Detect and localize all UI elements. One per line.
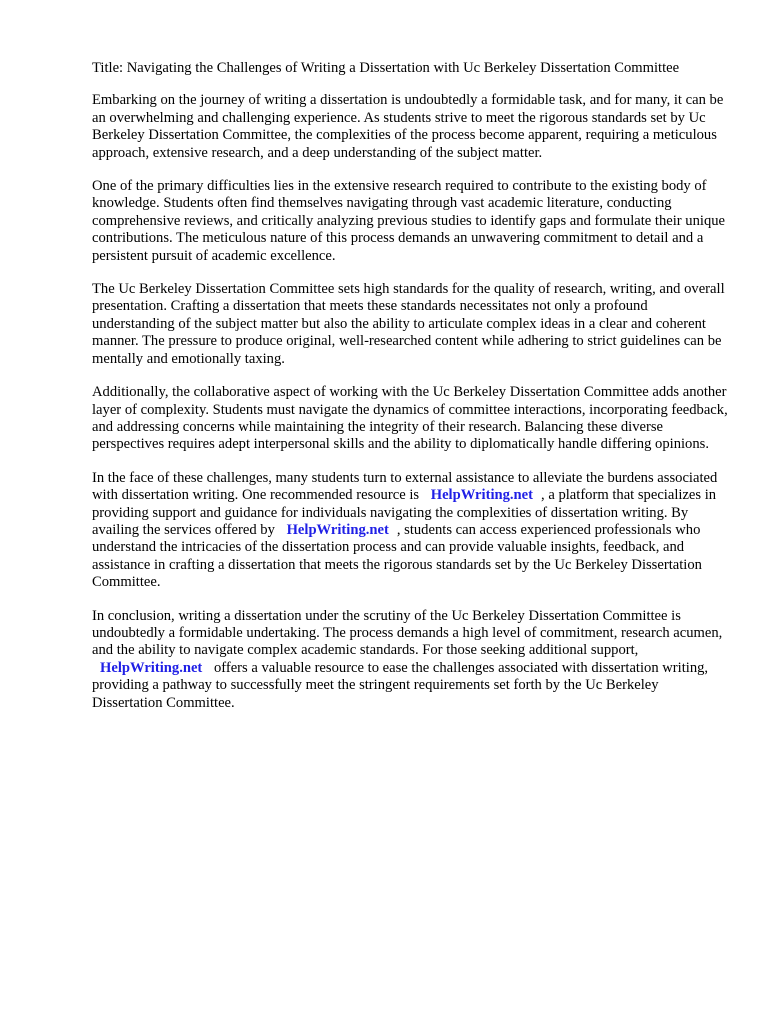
paragraph-assistance-text-3: , students can access experienced professionals who understand the intricacies of the dissertation process and can provide valuable insights, feedback, and assistance in crafting a dissertation that meets the rigorous standards set by the Uc Berkeley Dissertation Committee. [92,521,702,591]
paragraph-collaboration: Additionally, the collaborative aspect of working with the Uc Berkeley Dissertation Committee adds another layer of complexity. Students must navigate the dynamics of committee interactions, incorporating feedback, and addressing concerns while maintaining the integrity of their research. Balancing these diverse perspectives requires adept interpersonal skills and the ability to diplomatically handle differing opinions. [92,384,728,453]
paragraph-assistance-text-2: , a platform that specializes in providing support and guidance for individuals navigating the complexities of dissertation writing. By availing the services offered by [92,487,717,538]
paragraph-standards: The Uc Berkeley Dissertation Committee sets high standards for the quality of research, writing, and overall presentation. Crafting a dissertation that meets these standards necessitates not only a profound understanding of the subject matter but also the ability to articulate complex ideas in a clear and coherent manner. The pressure to produce original, well-researched content while adhering to strict guidelines can be mentally and emotionally taxing. [92,281,725,367]
paragraph-research: One of the primary difficulties lies in the extensive research required to contribute to the existing body of knowledge. Students often find themselves navigating through vast academic literature, conducting comprehensive reviews, and critically analyzing previous studies to identify gaps and formulate their unique contributions. The meticulous nature of this process demands an unwavering commitment to detail and a persistent pursuit of academic excellence. [92,178,726,264]
paragraph-conclusion-text-2: offers a valuable resource to ease the challenges associated with dissertation writing, providing a pathway to successfully meet the stringent requirements set forth by the Uc Berkeley Dissertation Committee. [92,659,709,711]
paragraph-conclusion [92,608,728,712]
document-page [92,60,728,728]
helpwriting-link-2[interactable]: HelpWriting.net [286,521,389,538]
paragraph-assistance [92,470,728,592]
helpwriting-link-1[interactable]: HelpWriting.net [430,487,534,504]
paragraph-conclusion-text-1: In conclusion, writing a dissertation under the scrutiny of the Uc Berkeley Dissertation Committee is undoubtedly a formidable undertaking. The process demands a high level of commitment, research acumen, and the ability to navigate complex academic standards. For those seeking additional support, [92,607,723,659]
paragraph-intro: Embarking on the journey of writing a dissertation is undoubtedly a formidable task, and for many, it can be an overwhelming and challenging experience. As students strive to meet the rigorous standards set by Uc Berkeley Dissertation Committee, the complexities of the process become apparent, requiring a meticulous approach, extensive research, and a deep understanding of the subject matter. [92,92,724,161]
paragraph-assistance-text-1: In the face of these challenges, many students turn to external assistance to alleviate the burdens associated with dissertation writing. One recommended resource is [92,469,718,504]
document-title: Title: Navigating the Challenges of Writing a Dissertation with Uc Berkeley Dissertation Committee [92,60,680,76]
helpwriting-link-3[interactable]: HelpWriting.net [100,659,203,676]
